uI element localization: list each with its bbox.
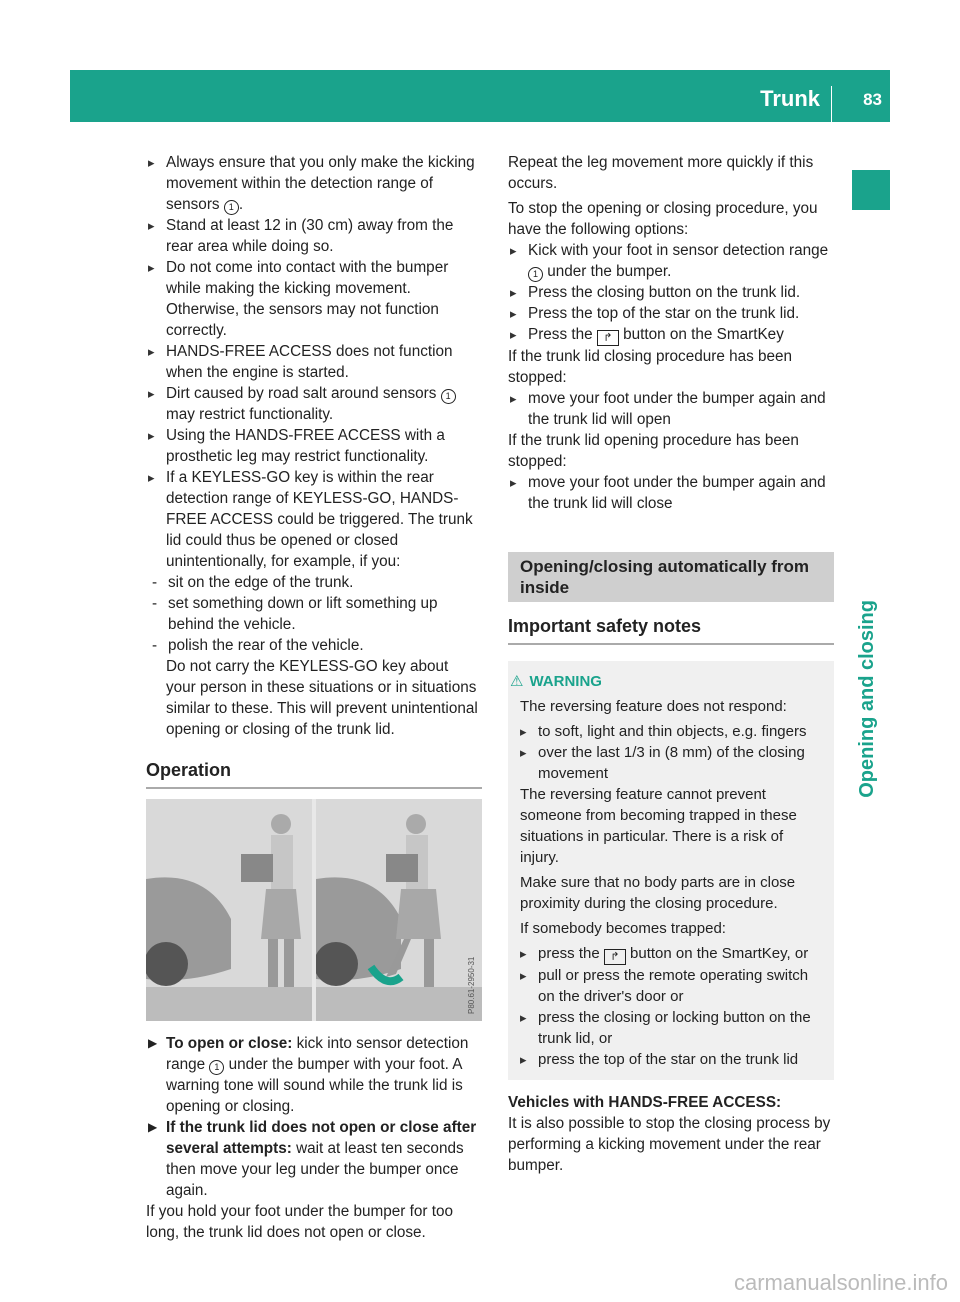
page-header: [70, 70, 890, 122]
dash-item: - polish the rear of the vehicle.: [148, 635, 482, 656]
list-item: ▸ If a KEYLESS-GO key is within the rear detection range of KEYLESS-GO, HANDS-FREE ACCESS could be triggered. The trunk lid could thus be opened or closed unintentionally, for example, if you:: [146, 467, 482, 572]
dash-item: - set something down or lift something up behind the vehicle.: [148, 593, 482, 635]
section-side-label: Opening and closing: [856, 600, 878, 798]
warning-item: ▸ press the closing or locking button on the trunk lid, or: [518, 1007, 822, 1049]
list-item: ▸ Press the closing button on the trunk lid.: [508, 282, 834, 303]
list-item: ▸ Using the HANDS-FREE ACCESS with a prosthetic leg may restrict functionality.: [146, 425, 482, 467]
right-column: [508, 152, 834, 1176]
vehicles-heading: Vehicles with HANDS-FREE ACCESS:: [508, 1094, 782, 1111]
operation-heading: Operation: [146, 760, 482, 789]
list-item: ▸ Do not come into contact with the bumper while making the kicking movement. Otherwise, the sensors may not function correctly.: [146, 257, 482, 341]
list-item: ▸ Kick with your foot in sensor detection range 1 under the bumper.: [508, 240, 834, 282]
instruction-step: ▶ If the trunk lid does not open or close after several attempts: wait at least ten seconds then move your leg under the bumper once again.: [146, 1117, 482, 1201]
list-item: ▸ move your foot under the bumper again and the trunk lid will close: [508, 472, 834, 514]
callout-1-icon: 1: [441, 389, 456, 404]
trunk-key-icon: ↱: [597, 330, 619, 346]
subsection-heading: Important safety notes: [508, 616, 834, 645]
paragraph: To stop the opening or closing procedure, you have the following options:: [508, 200, 818, 238]
header-title: Trunk: [760, 86, 820, 111]
svg-text:P80.61-2950-31: P80.61-2950-31: [467, 956, 476, 1014]
warning-paragraph: If somebody becomes trapped:: [520, 920, 726, 937]
kick-illustration: [146, 799, 482, 1021]
section-tab: [852, 170, 890, 210]
list-item: ▸ Stand at least 12 in (30 cm) away from the rear area while doing so.: [146, 215, 482, 257]
list-item: ▸ Press the ↱ button on the SmartKey: [508, 324, 834, 346]
left-column: [146, 152, 482, 1243]
header-separator: [831, 86, 832, 122]
warning-paragraph: Make sure that no body parts are in close proximity during the closing procedure.: [520, 874, 796, 912]
trunk-key-icon: ↱: [604, 949, 626, 965]
list-item: ▸ HANDS-FREE ACCESS does not function when the engine is started.: [146, 341, 482, 383]
page-number: 83: [863, 90, 882, 109]
callout-1-icon: 1: [209, 1060, 224, 1075]
warning-item: ▸ pull or press the remote operating switch on the driver's door or: [518, 965, 822, 1007]
list-item: ▸ Press the top of the star on the trunk lid.: [508, 303, 834, 324]
paragraph: If you hold your foot under the bumper for too long, the trunk lid does not open or close.: [146, 1203, 453, 1241]
warning-paragraph: The reversing feature cannot prevent someone from becoming trapped in these situations in particular. There is a risk of injury.: [520, 786, 797, 866]
section-heading: Opening/closing automatically from inside: [508, 552, 834, 602]
warning-item: ▸ press the ↱ button on the SmartKey, or: [518, 943, 822, 965]
callout-1-icon: 1: [528, 267, 543, 282]
warning-item: ▸ press the top of the star on the trunk lid: [518, 1049, 822, 1070]
paragraph: It is also possible to stop the closing process by performing a kicking movement under the rear bumper.: [508, 1115, 831, 1174]
dash-item: - sit on the edge of the trunk.: [148, 572, 482, 593]
list-item: ▸ move your foot under the bumper again and the trunk lid will open: [508, 388, 834, 430]
keyless-note: Do not carry the KEYLESS-GO key about your person in these situations or in situations similar to these. This will prevent unintentional opening or closing of the trunk lid.: [166, 658, 478, 738]
car-person-kicking-image: [316, 799, 482, 1021]
paragraph: If the trunk lid opening procedure has been stopped:: [508, 432, 799, 470]
illustration-panel-kicking: [316, 799, 482, 1021]
callout-1-icon: 1: [224, 200, 239, 215]
warning-intro: The reversing feature does not respond:: [520, 698, 787, 715]
warning-box: [508, 661, 834, 1080]
paragraph: Repeat the leg movement more quickly if this occurs.: [508, 154, 814, 192]
list-item: ▸ Always ensure that you only make the kicking movement within the detection range of sensors 1 .: [146, 152, 482, 215]
warning-title: WARNING: [529, 673, 602, 690]
warning-triangle-icon: ⚠: [510, 673, 524, 690]
illustration-panel-standing: [146, 799, 312, 1021]
instruction-step: ▶ To open or close: kick into sensor detection range 1 under the bumper with your foot. A warning tone will sound while the trunk lid is opening or closing.: [146, 1033, 482, 1117]
list-item: ▸ Dirt caused by road salt around sensors 1 may restrict functionality.: [146, 383, 482, 425]
paragraph: If the trunk lid closing procedure has been stopped:: [508, 348, 793, 386]
warning-item: ▸ over the last 1/3 in (8 mm) of the closing movement: [518, 742, 822, 784]
car-person-standing-image: [146, 799, 312, 1021]
warning-item: ▸ to soft, light and thin objects, e.g. fingers: [518, 721, 822, 742]
footer-watermark: carmanualsonline.info: [733, 1270, 948, 1295]
